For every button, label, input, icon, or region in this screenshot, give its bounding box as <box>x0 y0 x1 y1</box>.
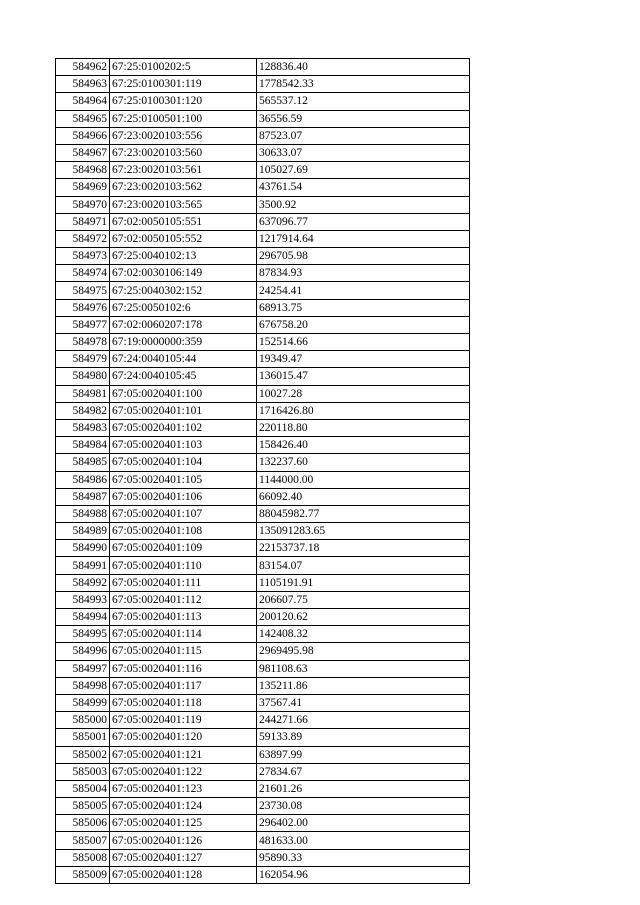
amount-cell: 220118.80 <box>257 419 470 436</box>
amount-cell: 43761.54 <box>257 179 470 196</box>
cadastral-number-cell: 67:05:0020401:117 <box>110 677 257 694</box>
table-row <box>56 505 470 522</box>
amount-cell: 135211.86 <box>257 677 470 694</box>
table-row <box>56 93 470 110</box>
table-row <box>56 230 470 247</box>
amount-cell: 152514.66 <box>257 334 470 351</box>
amount-cell: 88045982.77 <box>257 505 470 522</box>
amount-cell: 158426.40 <box>257 437 470 454</box>
cadastral-number-cell: 67:05:0020401:112 <box>110 591 257 608</box>
row-id-cell: 584994 <box>56 609 110 626</box>
cadastral-number-cell: 67:05:0020401:101 <box>110 402 257 419</box>
amount-cell: 565537.12 <box>257 93 470 110</box>
table-row <box>56 127 470 144</box>
cadastral-number-cell: 67:05:0020401:119 <box>110 712 257 729</box>
amount-cell: 27834.67 <box>257 763 470 780</box>
amount-cell: 481633.00 <box>257 832 470 849</box>
amount-cell: 296705.98 <box>257 248 470 265</box>
row-id-cell: 584974 <box>56 265 110 282</box>
data-table <box>55 58 470 884</box>
amount-cell: 22153737.18 <box>257 540 470 557</box>
cadastral-number-cell: 67:05:0020401:121 <box>110 746 257 763</box>
cadastral-number-cell: 67:25:0040302:152 <box>110 282 257 299</box>
row-id-cell: 584988 <box>56 505 110 522</box>
amount-cell: 981108.63 <box>257 660 470 677</box>
cadastral-number-cell: 67:25:0040102:13 <box>110 248 257 265</box>
table-row <box>56 591 470 608</box>
table-row <box>56 299 470 316</box>
table-row <box>56 780 470 797</box>
amount-cell: 87523.07 <box>257 127 470 144</box>
table-row <box>56 110 470 127</box>
amount-cell: 2969495.98 <box>257 643 470 660</box>
amount-cell: 21601.26 <box>257 780 470 797</box>
table-row <box>56 385 470 402</box>
row-id-cell: 584996 <box>56 643 110 660</box>
cadastral-number-cell: 67:05:0020401:116 <box>110 660 257 677</box>
table-row <box>56 316 470 333</box>
cadastral-number-cell: 67:05:0020401:113 <box>110 609 257 626</box>
row-id-cell: 584993 <box>56 591 110 608</box>
amount-cell: 206607.75 <box>257 591 470 608</box>
row-id-cell: 584965 <box>56 110 110 127</box>
row-id-cell: 584995 <box>56 626 110 643</box>
amount-cell: 136015.47 <box>257 368 470 385</box>
table-row <box>56 59 470 76</box>
amount-cell: 162054.96 <box>257 866 470 883</box>
cadastral-number-cell: 67:25:0100202:5 <box>110 59 257 76</box>
cadastral-number-cell: 67:23:0020103:556 <box>110 127 257 144</box>
row-id-cell: 584985 <box>56 454 110 471</box>
cadastral-number-cell: 67:05:0020401:126 <box>110 832 257 849</box>
table-row <box>56 454 470 471</box>
row-id-cell: 584962 <box>56 59 110 76</box>
amount-cell: 1716426.80 <box>257 402 470 419</box>
cadastral-number-cell: 67:05:0020401:127 <box>110 849 257 866</box>
cadastral-number-cell: 67:05:0020401:123 <box>110 780 257 797</box>
amount-cell: 1778542.33 <box>257 76 470 93</box>
row-id-cell: 585008 <box>56 849 110 866</box>
amount-cell: 1144000.00 <box>257 471 470 488</box>
table-row <box>56 712 470 729</box>
row-id-cell: 584972 <box>56 230 110 247</box>
cadastral-number-cell: 67:23:0020103:562 <box>110 179 257 196</box>
row-id-cell: 585001 <box>56 729 110 746</box>
table-row <box>56 162 470 179</box>
table-row <box>56 471 470 488</box>
table-row <box>56 213 470 230</box>
cadastral-number-cell: 67:23:0020103:560 <box>110 144 257 161</box>
table-row <box>56 265 470 282</box>
cadastral-number-cell: 67:02:0060207:178 <box>110 316 257 333</box>
amount-cell: 142408.32 <box>257 626 470 643</box>
row-id-cell: 585003 <box>56 763 110 780</box>
table-row <box>56 849 470 866</box>
cadastral-number-cell: 67:02:0030106:149 <box>110 265 257 282</box>
row-id-cell: 584968 <box>56 162 110 179</box>
cadastral-number-cell: 67:05:0020401:115 <box>110 643 257 660</box>
amount-cell: 66092.40 <box>257 488 470 505</box>
cadastral-number-cell: 67:24:0040105:44 <box>110 351 257 368</box>
cadastral-number-cell: 67:05:0020401:109 <box>110 540 257 557</box>
amount-cell: 128836.40 <box>257 59 470 76</box>
cadastral-number-cell: 67:05:0020401:104 <box>110 454 257 471</box>
table-row <box>56 419 470 436</box>
cadastral-number-cell: 67:19:0000000:359 <box>110 334 257 351</box>
amount-cell: 105027.69 <box>257 162 470 179</box>
cadastral-number-cell: 67:05:0020401:107 <box>110 505 257 522</box>
cadastral-number-cell: 67:05:0020401:110 <box>110 557 257 574</box>
row-id-cell: 585007 <box>56 832 110 849</box>
row-id-cell: 584997 <box>56 660 110 677</box>
amount-cell: 87834.93 <box>257 265 470 282</box>
table-row <box>56 660 470 677</box>
cadastral-number-cell: 67:25:0050102:6 <box>110 299 257 316</box>
amount-cell: 1217914.64 <box>257 230 470 247</box>
amount-cell: 296402.00 <box>257 815 470 832</box>
cadastral-number-cell: 67:05:0020401:102 <box>110 419 257 436</box>
amount-cell: 68913.75 <box>257 299 470 316</box>
cadastral-number-cell: 67:05:0020401:111 <box>110 574 257 591</box>
row-id-cell: 585006 <box>56 815 110 832</box>
amount-cell: 37567.41 <box>257 694 470 711</box>
table-row <box>56 248 470 265</box>
row-id-cell: 585000 <box>56 712 110 729</box>
row-id-cell: 584990 <box>56 540 110 557</box>
amount-cell: 59133.89 <box>257 729 470 746</box>
row-id-cell: 584966 <box>56 127 110 144</box>
amount-cell: 3500.92 <box>257 196 470 213</box>
cadastral-number-cell: 67:05:0020401:118 <box>110 694 257 711</box>
cadastral-number-cell: 67:05:0020401:128 <box>110 866 257 883</box>
row-id-cell: 584973 <box>56 248 110 265</box>
row-id-cell: 584967 <box>56 144 110 161</box>
row-id-cell: 585002 <box>56 746 110 763</box>
row-id-cell: 585004 <box>56 780 110 797</box>
table-row <box>56 351 470 368</box>
cadastral-number-cell: 67:05:0020401:120 <box>110 729 257 746</box>
amount-cell: 1105191.91 <box>257 574 470 591</box>
cadastral-number-cell: 67:25:0100301:120 <box>110 93 257 110</box>
cadastral-number-cell: 67:05:0020401:122 <box>110 763 257 780</box>
amount-cell: 19349.47 <box>257 351 470 368</box>
cadastral-number-cell: 67:02:0050105:551 <box>110 213 257 230</box>
table-row <box>56 609 470 626</box>
table-row <box>56 729 470 746</box>
table-row <box>56 179 470 196</box>
table-row <box>56 626 470 643</box>
table-row <box>56 643 470 660</box>
row-id-cell: 584992 <box>56 574 110 591</box>
row-id-cell: 585009 <box>56 866 110 883</box>
amount-cell: 30633.07 <box>257 144 470 161</box>
cadastral-number-cell: 67:05:0020401:103 <box>110 437 257 454</box>
row-id-cell: 584969 <box>56 179 110 196</box>
row-id-cell: 584981 <box>56 385 110 402</box>
amount-cell: 676758.20 <box>257 316 470 333</box>
table-row <box>56 334 470 351</box>
amount-cell: 244271.66 <box>257 712 470 729</box>
table-row <box>56 437 470 454</box>
table-row <box>56 368 470 385</box>
row-id-cell: 584976 <box>56 299 110 316</box>
table-row <box>56 746 470 763</box>
table-row <box>56 76 470 93</box>
row-id-cell: 584982 <box>56 402 110 419</box>
row-id-cell: 584989 <box>56 523 110 540</box>
row-id-cell: 584986 <box>56 471 110 488</box>
table-row <box>56 763 470 780</box>
row-id-cell: 584987 <box>56 488 110 505</box>
row-id-cell: 584983 <box>56 419 110 436</box>
cadastral-number-cell: 67:05:0020401:114 <box>110 626 257 643</box>
row-id-cell: 584970 <box>56 196 110 213</box>
amount-cell: 36556.59 <box>257 110 470 127</box>
table-row <box>56 677 470 694</box>
row-id-cell: 584975 <box>56 282 110 299</box>
table-row <box>56 557 470 574</box>
table-row <box>56 574 470 591</box>
cadastral-number-cell: 67:25:0100501:100 <box>110 110 257 127</box>
amount-cell: 63897.99 <box>257 746 470 763</box>
row-id-cell: 584977 <box>56 316 110 333</box>
amount-cell: 23730.08 <box>257 798 470 815</box>
amount-cell: 135091283.65 <box>257 523 470 540</box>
cadastral-number-cell: 67:02:0050105:552 <box>110 230 257 247</box>
cadastral-number-cell: 67:23:0020103:561 <box>110 162 257 179</box>
cadastral-number-cell: 67:24:0040105:45 <box>110 368 257 385</box>
row-id-cell: 584980 <box>56 368 110 385</box>
cadastral-number-cell: 67:25:0100301:119 <box>110 76 257 93</box>
amount-cell: 200120.62 <box>257 609 470 626</box>
row-id-cell: 584971 <box>56 213 110 230</box>
table-row <box>56 402 470 419</box>
row-id-cell: 584998 <box>56 677 110 694</box>
table-row <box>56 144 470 161</box>
table-row <box>56 523 470 540</box>
table-body <box>56 59 470 884</box>
row-id-cell: 584964 <box>56 93 110 110</box>
row-id-cell: 584978 <box>56 334 110 351</box>
cadastral-number-cell: 67:05:0020401:108 <box>110 523 257 540</box>
table-row <box>56 815 470 832</box>
table-row <box>56 282 470 299</box>
table-row <box>56 866 470 883</box>
cadastral-number-cell: 67:05:0020401:125 <box>110 815 257 832</box>
row-id-cell: 584991 <box>56 557 110 574</box>
row-id-cell: 584984 <box>56 437 110 454</box>
row-id-cell: 585005 <box>56 798 110 815</box>
amount-cell: 10027.28 <box>257 385 470 402</box>
amount-cell: 637096.77 <box>257 213 470 230</box>
cadastral-number-cell: 67:23:0020103:565 <box>110 196 257 213</box>
table-row <box>56 694 470 711</box>
amount-cell: 83154.07 <box>257 557 470 574</box>
amount-cell: 24254.41 <box>257 282 470 299</box>
cadastral-number-cell: 67:05:0020401:124 <box>110 798 257 815</box>
amount-cell: 132237.60 <box>257 454 470 471</box>
table-row <box>56 540 470 557</box>
table-row <box>56 488 470 505</box>
row-id-cell: 584963 <box>56 76 110 93</box>
amount-cell: 95890.33 <box>257 849 470 866</box>
cadastral-number-cell: 67:05:0020401:105 <box>110 471 257 488</box>
row-id-cell: 584999 <box>56 694 110 711</box>
table-row <box>56 798 470 815</box>
row-id-cell: 584979 <box>56 351 110 368</box>
cadastral-number-cell: 67:05:0020401:106 <box>110 488 257 505</box>
table-row <box>56 832 470 849</box>
table-row <box>56 196 470 213</box>
cadastral-number-cell: 67:05:0020401:100 <box>110 385 257 402</box>
